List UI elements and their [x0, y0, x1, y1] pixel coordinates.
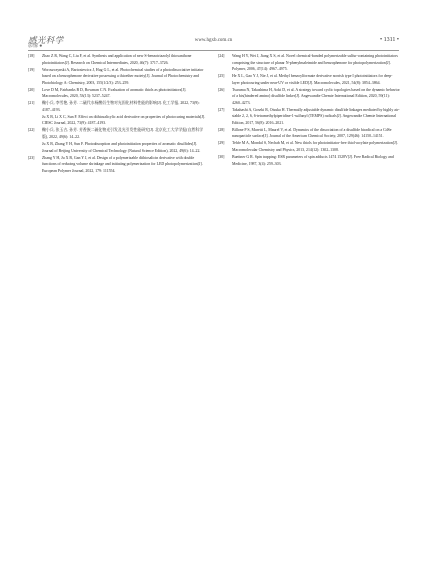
reference-entry	[218, 73, 400, 86]
reference-text: Zhao Z R, Wang C, Liu F, et al. Synthesis and application of new S-benzotriazolyl thioxanthone photoinitiators[J]. Research on Chemical Intermediates, 2020, 46(7): 3717–3726.	[42, 54, 192, 65]
reference-text: Buettner G R. Spin trapping: ESR parameters of spin adducts 1474 1528V[J]. Free Radical Biology and Medicine, 1987, 3(4): 259–303.	[232, 155, 394, 166]
reference-text: He X L, Gao Y J, Nie J, et al. Methyl benzoylformate derivative norrish type I photoinitiators for deep-layer photocuring under near-UV or visible LED[J]. Macromolecules, 2021, 54(8): 3854–3864.	[232, 74, 393, 85]
reference-text: Wang H Y, Wei J, Jiang X S, et al. Novel chemical-bonded polymerizable sulfur-containing photoinitiators comprising the structure of planar N-phenylmaleimide and benzophenone for photopolymerization[J]. Polymer, 2006, 47(14): 4967–4975.	[232, 54, 398, 71]
reference-number: [25]	[218, 74, 225, 79]
reference-text: Ju X B, Li X C, Sun F. Effect on dithiosalicylic acid derivative on properties of photocuring materials[J]. CIESC Journal, 2022, 73(9): 4187–4193.	[42, 114, 206, 126]
reference-entry	[218, 140, 400, 153]
journal-website: www.hgxb.com.cn	[194, 38, 233, 43]
reference-number: [20]	[28, 87, 35, 92]
references-left-column	[28, 53, 206, 175]
reference-text: Takahashi A, Goseki R, Otsuka H. Thermally adjustable dynamic disulfide linkages mediated by highly air-stable 2, 2, 6, 6-tetramethylpiperidine-1-sulfanyl (TEMPS) radicals[J]. Angewandte Chemie International Edition, 2017, 56(8): 2016–2021.	[232, 107, 400, 125]
reference-text: Tsuruma N, Takashima H, Aoki D, et al. A strategy toward cyclic topologies based on the dynamic behavior of a bis(hindered amino) disulfide linker[J]. Angewandte Chemie International Edition, 2020, 59(11): 4260–4273.	[232, 87, 400, 105]
reference-text: Zhang Y H, Ju X B, Gan Y J, et al. Design of a polymerizable dithiosalicin derivative with double functions of reducing volume shrinkage and initiating polymerization for LED photopolymerization[J]. European Polymer Journal, 2022, 179: 111554.	[42, 155, 203, 173]
reference-entry	[28, 67, 206, 87]
reference-entry	[28, 87, 206, 100]
reference-text: Tehfe M A, Mondal S, Nechab M, et al. New thiols for photoinitiator-free thiol-acrylate polymerization[J]. Macromolecular Chemistry and Physics, 2013, 214(12): 1302–1308.	[232, 141, 398, 152]
reference-text: Love D M, Fairbanks B D, Bowman C N. Evaluation of aromatic thiols as photoinitiators[J]. Macromolecules, 2020, 53(13): 5237–5247.	[42, 87, 187, 99]
reference-number: [30]	[218, 155, 225, 160]
reference-entry	[28, 53, 206, 66]
reference-entry	[28, 114, 206, 127]
header-rule	[28, 50, 399, 51]
reference-number: [22]	[28, 128, 35, 133]
reference-entry	[218, 87, 400, 107]
reference-entry	[218, 107, 400, 127]
reference-number: [28]	[218, 127, 225, 132]
reference-entry	[218, 127, 400, 140]
reference-entry	[28, 100, 206, 113]
references-right-column	[218, 53, 400, 168]
reference-entry	[28, 155, 206, 175]
reference-entry	[218, 154, 400, 167]
reference-entry	[218, 53, 400, 73]
page-number: • 1311 •	[380, 37, 399, 43]
reference-number: [21]	[28, 101, 35, 106]
reference-number: [26]	[218, 87, 225, 92]
reference-entry	[28, 141, 206, 154]
reference-number: [29]	[218, 141, 225, 146]
reference-text: 鞠小兵, 张玉吉, 孙芳. 芳香族二硫化物光引发及光引发性能研究[J]. 北京化工大学学报(自然科学版), 2022, 49(6): 14–22.	[42, 128, 204, 139]
journal-logo-sub: 影像 ●	[28, 44, 43, 49]
page-header	[28, 35, 399, 49]
reference-number: [23]	[28, 155, 35, 160]
reference-text: Billone P S, Maretti L, Maurel V, et al. Dynamics of the dissociation of a disulfide biradical on a CdSe nanoparticle surface[J]. Journal of the American Chemical Society, 2007, 129(46): 14150–14151.	[232, 127, 392, 139]
journal-logo: 感光科学	[28, 35, 64, 45]
reference-text: 鞠小兵, 李雪艳, 孙芳. 二硫代水杨酸衍生物对光固化材料性能的影响[J]. 化工学报, 2022, 73(9): 4187–4193.	[42, 101, 200, 112]
reference-text: Woroszczynski A, Bartosiewicz J, Hug G L, et al. Photochemical studies of a photodissociative initiator based on a benzophenone derivative possessing a thioether moiety[J]. Journal of Photochemistry and Photobiology A: Chemistry, 2003, 155(1/2/3): 253–259.	[42, 67, 204, 85]
reference-number: [18]	[28, 54, 35, 58]
reference-text: Ju X B, Zhang Y H, Sun F. Photoabsorption and photoinitiation properties of aromatic disulfides[J]. Journal of Beijing University of Chemical Technology (Natural Science Edition), 2022, 49(6): 14–22.	[42, 142, 201, 153]
reference-number: [27]	[218, 107, 225, 112]
reference-number: [24]	[218, 54, 225, 58]
reference-number: [19]	[28, 67, 35, 72]
reference-entry	[28, 127, 206, 140]
